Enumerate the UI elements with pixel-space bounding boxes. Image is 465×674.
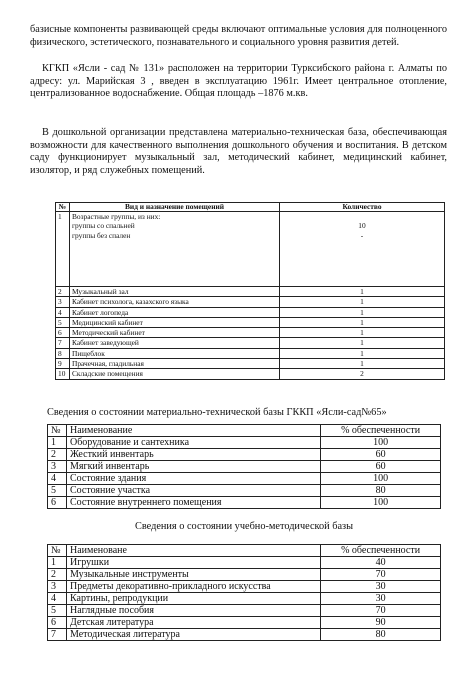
row-number: 2 bbox=[56, 287, 70, 297]
table-row bbox=[48, 581, 441, 593]
row-number: 7 bbox=[48, 629, 67, 641]
quantity-cell: 1 bbox=[280, 317, 445, 327]
room-name: Методический кабинет bbox=[70, 328, 280, 338]
row-number: 10 bbox=[56, 369, 70, 379]
table-row bbox=[56, 317, 445, 327]
item-name: Игрушки bbox=[66, 557, 320, 569]
percent-cell: 90 bbox=[321, 617, 441, 629]
row-number: 3 bbox=[48, 461, 67, 473]
quantity-cell: 1 bbox=[280, 287, 445, 297]
table-row bbox=[56, 212, 445, 287]
cell-line: группы без спален bbox=[72, 230, 131, 240]
paragraph-material-base: В дошкольной организации представлена материально-техническая база, обеспечивающая возможности для качественного выполнения дошкольного обучения и воспитания. В детском саду функционирует музыкальный зал, методический кабинет, медицинский кабинет, изолятор, и ряд служебных помещений. bbox=[30, 127, 447, 176]
percent-cell: 30 bbox=[321, 581, 441, 593]
table-row bbox=[48, 629, 441, 641]
percent-cell: 30 bbox=[321, 593, 441, 605]
quantity-cell: 1 bbox=[280, 328, 445, 338]
item-name: Оборудование и сантехника bbox=[66, 437, 320, 449]
cell-line: 10 bbox=[358, 221, 366, 231]
table-row bbox=[56, 359, 445, 369]
methodical-base-table bbox=[47, 544, 441, 641]
row-number: 6 bbox=[56, 328, 70, 338]
percent-cell: 70 bbox=[321, 605, 441, 617]
table-row bbox=[48, 437, 441, 449]
cell-line bbox=[282, 212, 442, 221]
material-base-table bbox=[47, 424, 441, 509]
row-number: 8 bbox=[56, 348, 70, 358]
row-number: 7 bbox=[56, 338, 70, 348]
percent-cell: 40 bbox=[321, 557, 441, 569]
quantity-cell: 2 bbox=[280, 369, 445, 379]
item-name: Состояние участка bbox=[66, 485, 320, 497]
column-header: Наименование bbox=[66, 425, 320, 437]
paragraph-location: КГКП «Ясли - сад № 131» расположен на территории Турксибского района г. Алматы по адресу: ул. Марийская 3 , введен в эксплуатацию 1961г. Имеет центральное отопление, централизованное водоснабжение. Общая площадь –1876 м.кв. bbox=[30, 63, 447, 100]
item-name: Состояние внутреннего помещения bbox=[66, 497, 320, 509]
table-row bbox=[48, 485, 441, 497]
item-name: Методическая литература bbox=[66, 629, 320, 641]
room-name: Музыкальный зал bbox=[70, 287, 280, 297]
percent-cell: 80 bbox=[321, 629, 441, 641]
item-name: Детская литература bbox=[66, 617, 320, 629]
room-name: Кабинет заведующей bbox=[70, 338, 280, 348]
column-header: № bbox=[48, 545, 67, 557]
row-number: 4 bbox=[48, 593, 67, 605]
room-name: Пищеблок bbox=[70, 348, 280, 358]
column-header: % обеспеченности bbox=[321, 545, 441, 557]
row-number: 3 bbox=[48, 581, 67, 593]
row-number: 4 bbox=[56, 307, 70, 317]
row-number: 1 bbox=[48, 557, 67, 569]
row-number: 2 bbox=[48, 449, 67, 461]
percent-cell: 80 bbox=[321, 485, 441, 497]
quantity-cell bbox=[280, 212, 445, 287]
table-row bbox=[56, 338, 445, 348]
table-row bbox=[56, 369, 445, 379]
column-header: Наименоване bbox=[66, 545, 320, 557]
row-number: 9 bbox=[56, 359, 70, 369]
methodical-base-caption: Сведения о состоянии учебно-методической базы bbox=[135, 521, 354, 532]
quantity-cell: 1 bbox=[280, 307, 445, 317]
item-name: Мягкий инвентарь bbox=[66, 461, 320, 473]
column-header: % обеспеченности bbox=[321, 425, 441, 437]
item-name: Музыкальные инструменты bbox=[66, 569, 320, 581]
table-row bbox=[56, 307, 445, 317]
table-header-row bbox=[56, 203, 445, 212]
cell-line: - bbox=[360, 230, 364, 240]
percent-cell: 100 bbox=[321, 473, 441, 485]
item-name: Наглядные пособия bbox=[66, 605, 320, 617]
row-number: 6 bbox=[48, 617, 67, 629]
table-row bbox=[48, 617, 441, 629]
row-number: 5 bbox=[48, 605, 67, 617]
row-number: 6 bbox=[48, 497, 67, 509]
room-group-cell bbox=[70, 212, 280, 287]
table-row bbox=[48, 557, 441, 569]
table-row bbox=[56, 348, 445, 358]
item-name: Состояние здания bbox=[66, 473, 320, 485]
table-row bbox=[56, 328, 445, 338]
percent-cell: 60 bbox=[321, 449, 441, 461]
cell-line: Возрастные группы, из них: bbox=[72, 212, 161, 221]
table-row bbox=[48, 449, 441, 461]
row-number: 1 bbox=[56, 212, 70, 287]
cell-line: группы со спальней bbox=[72, 221, 135, 231]
item-name: Предметы декоративно-прикладного искусства bbox=[66, 581, 320, 593]
table-row bbox=[48, 593, 441, 605]
table-header-row bbox=[48, 425, 441, 437]
table-row bbox=[48, 497, 441, 509]
table-row bbox=[48, 605, 441, 617]
column-header: Вид и назначение помещений bbox=[70, 203, 280, 212]
table-row bbox=[48, 461, 441, 473]
row-number: 1 bbox=[48, 437, 67, 449]
room-name: Складские помещения bbox=[70, 369, 280, 379]
column-header: Количество bbox=[280, 203, 445, 212]
row-number: 3 bbox=[56, 297, 70, 307]
material-base-caption: Сведения о состоянии материально-технической базы ГККП «Ясли-сад№65» bbox=[47, 407, 387, 418]
quantity-cell: 1 bbox=[280, 348, 445, 358]
row-number: 5 bbox=[48, 485, 67, 497]
table-row bbox=[56, 297, 445, 307]
rooms-table bbox=[55, 202, 445, 380]
room-name: Прачечная, гладильная bbox=[70, 359, 280, 369]
column-header: № bbox=[48, 425, 67, 437]
table-row bbox=[48, 569, 441, 581]
room-name: Медицинский кабинет bbox=[70, 317, 280, 327]
row-number: 2 bbox=[48, 569, 67, 581]
item-name: Жесткий инвентарь bbox=[66, 449, 320, 461]
table-row bbox=[56, 287, 445, 297]
percent-cell: 100 bbox=[321, 497, 441, 509]
room-name: Кабинет психолога, казахского языка bbox=[70, 297, 280, 307]
percent-cell: 60 bbox=[321, 461, 441, 473]
quantity-cell: 1 bbox=[280, 297, 445, 307]
quantity-cell: 1 bbox=[280, 338, 445, 348]
percent-cell: 70 bbox=[321, 569, 441, 581]
table-header-row bbox=[48, 545, 441, 557]
row-number: 4 bbox=[48, 473, 67, 485]
table-row bbox=[48, 473, 441, 485]
room-name: Кабинет логопеда bbox=[70, 307, 280, 317]
item-name: Картины, репродукции bbox=[66, 593, 320, 605]
row-number: 5 bbox=[56, 317, 70, 327]
paragraph-intro: базисные компоненты развивающей среды включают оптимальные условия для полноценного физического, эстетического, познавательного и социального уровня развития детей. bbox=[30, 24, 447, 48]
column-header: № bbox=[56, 203, 70, 212]
percent-cell: 100 bbox=[321, 437, 441, 449]
quantity-cell: 1 bbox=[280, 359, 445, 369]
